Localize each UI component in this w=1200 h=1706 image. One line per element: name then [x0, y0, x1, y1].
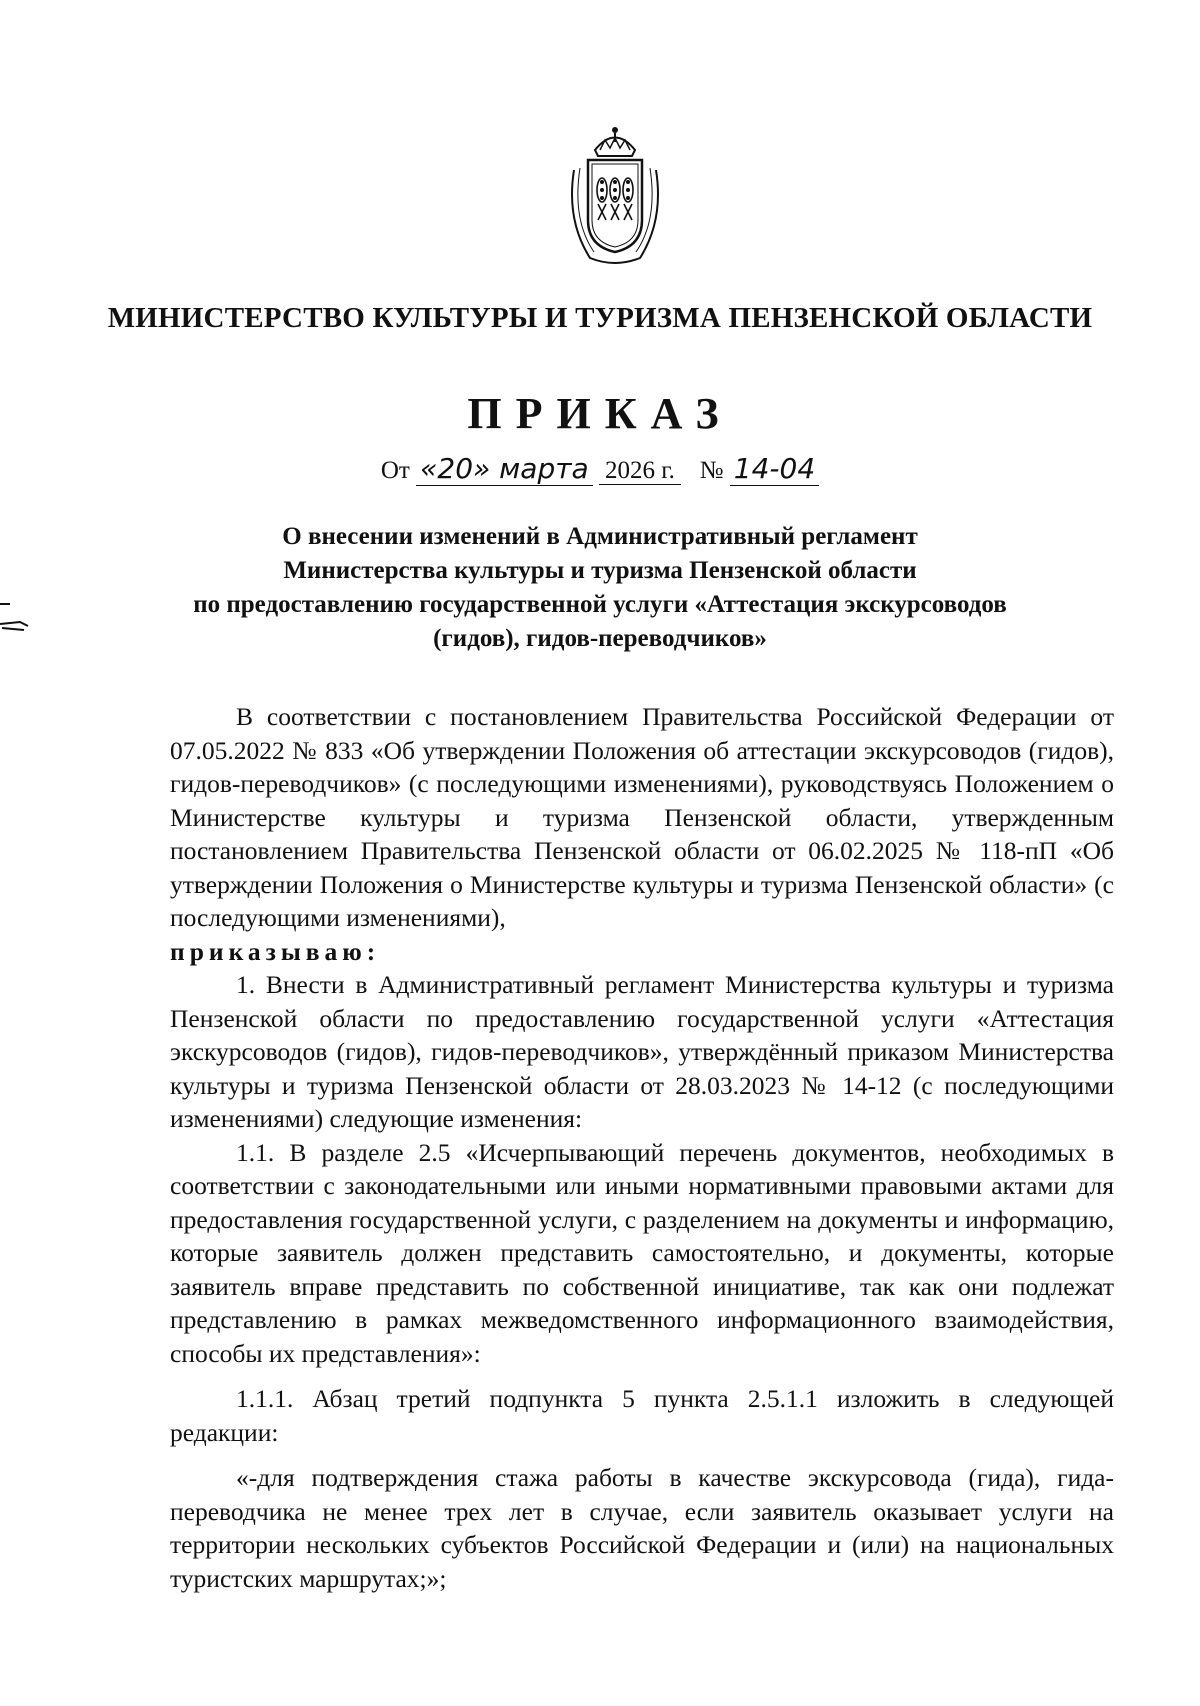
scan-edge-mark	[0, 600, 30, 640]
preamble-text: В соответствии с постановлением Правительства Российской Федерации от 07.05.2022 № 833 «Об утверждении Положения об аттестации экскурсоводов (гидов), гидов-переводчиков» (с последующими изменениями), руководствуясь Положением о Министерстве культуры и туризма Пензенской области, утвержденным постановлением Правительства Пензенской области от 06.02.2025 № 118-пП «Об утверждении Положения о Министерстве культуры и туризма Пензенской области» (с последующими изменениями),	[170, 702, 1114, 932]
order-subject	[150, 520, 1050, 656]
paragraph-item-1-1-1: 1.1.1. Абзац третий подпункта 5 пункта 2.5.1.1 изложить в следующей редакции:	[170, 1384, 1114, 1447]
handwritten-number: 14-04	[730, 452, 819, 486]
subject-line-3: по предоставлению государственной услуги «Аттестация экскурсоводов	[193, 591, 1007, 618]
quoted-amendment: «-для подтверждения стажа работы в качестве экскурсовода (гида), гида-переводчика не менее трех лет в случае, если заявитель оказывает услуги на территории нескольких субъектов Российской Федерации и (или) на национальных туристских маршрутах;»;	[170, 1463, 1114, 1593]
ministry-name: МИНИСТЕРСТВО КУЛЬТУРЫ И ТУРИЗМА ПЕНЗЕНСКОЙ ОБЛАСТИ	[107, 302, 1093, 334]
order-title: ПРИКАЗ	[467, 389, 733, 438]
subject-line-4: (гидов), гидов-переводчиков»	[433, 625, 767, 652]
number-prefix: №	[699, 457, 724, 484]
order-body	[170, 700, 1114, 1595]
date-number-line	[0, 452, 1200, 485]
handwritten-date: «20» марта	[416, 452, 593, 486]
preamble-paragraph	[170, 700, 1114, 935]
command-line	[170, 935, 1114, 969]
subject-line-1: О внесении изменений в Административный регламент	[282, 523, 918, 550]
command-word: приказываю:	[170, 936, 381, 966]
coat-of-arms-emblem	[560, 120, 670, 270]
paragraph-item-1-1: 1.1. В разделе 2.5 «Исчерпывающий перечень документов, необходимых в соответствии с законодательными или иными нормативными правовыми актами для предоставления государственной услуги, с разделением на документы и информацию, которые заявитель должен представить самостоятельно, и документы, которые заявитель вправе представить по собственной инициативе, так как они подлежат представлению в рамках межведомственного информационного взаимодействия, способы их представления»:	[170, 1137, 1114, 1368]
subject-line-2: Министерства культуры и туризма Пензенской области	[283, 557, 917, 584]
date-prefix: От	[380, 457, 410, 484]
date-year: 2026 г.	[599, 457, 681, 485]
paragraph-item-1: 1. Внести в Административный регламент Министерства культуры и туризма Пензенской области по предоставлению государственной услуги «Аттестация экскурсоводов (гидов), гидов-переводчиков», утверждённый приказом Министерства культуры и туризма Пензенской области от 28.03.2023 № 14-12 (с последующими изменениями) следующие изменения:	[170, 970, 1114, 1133]
